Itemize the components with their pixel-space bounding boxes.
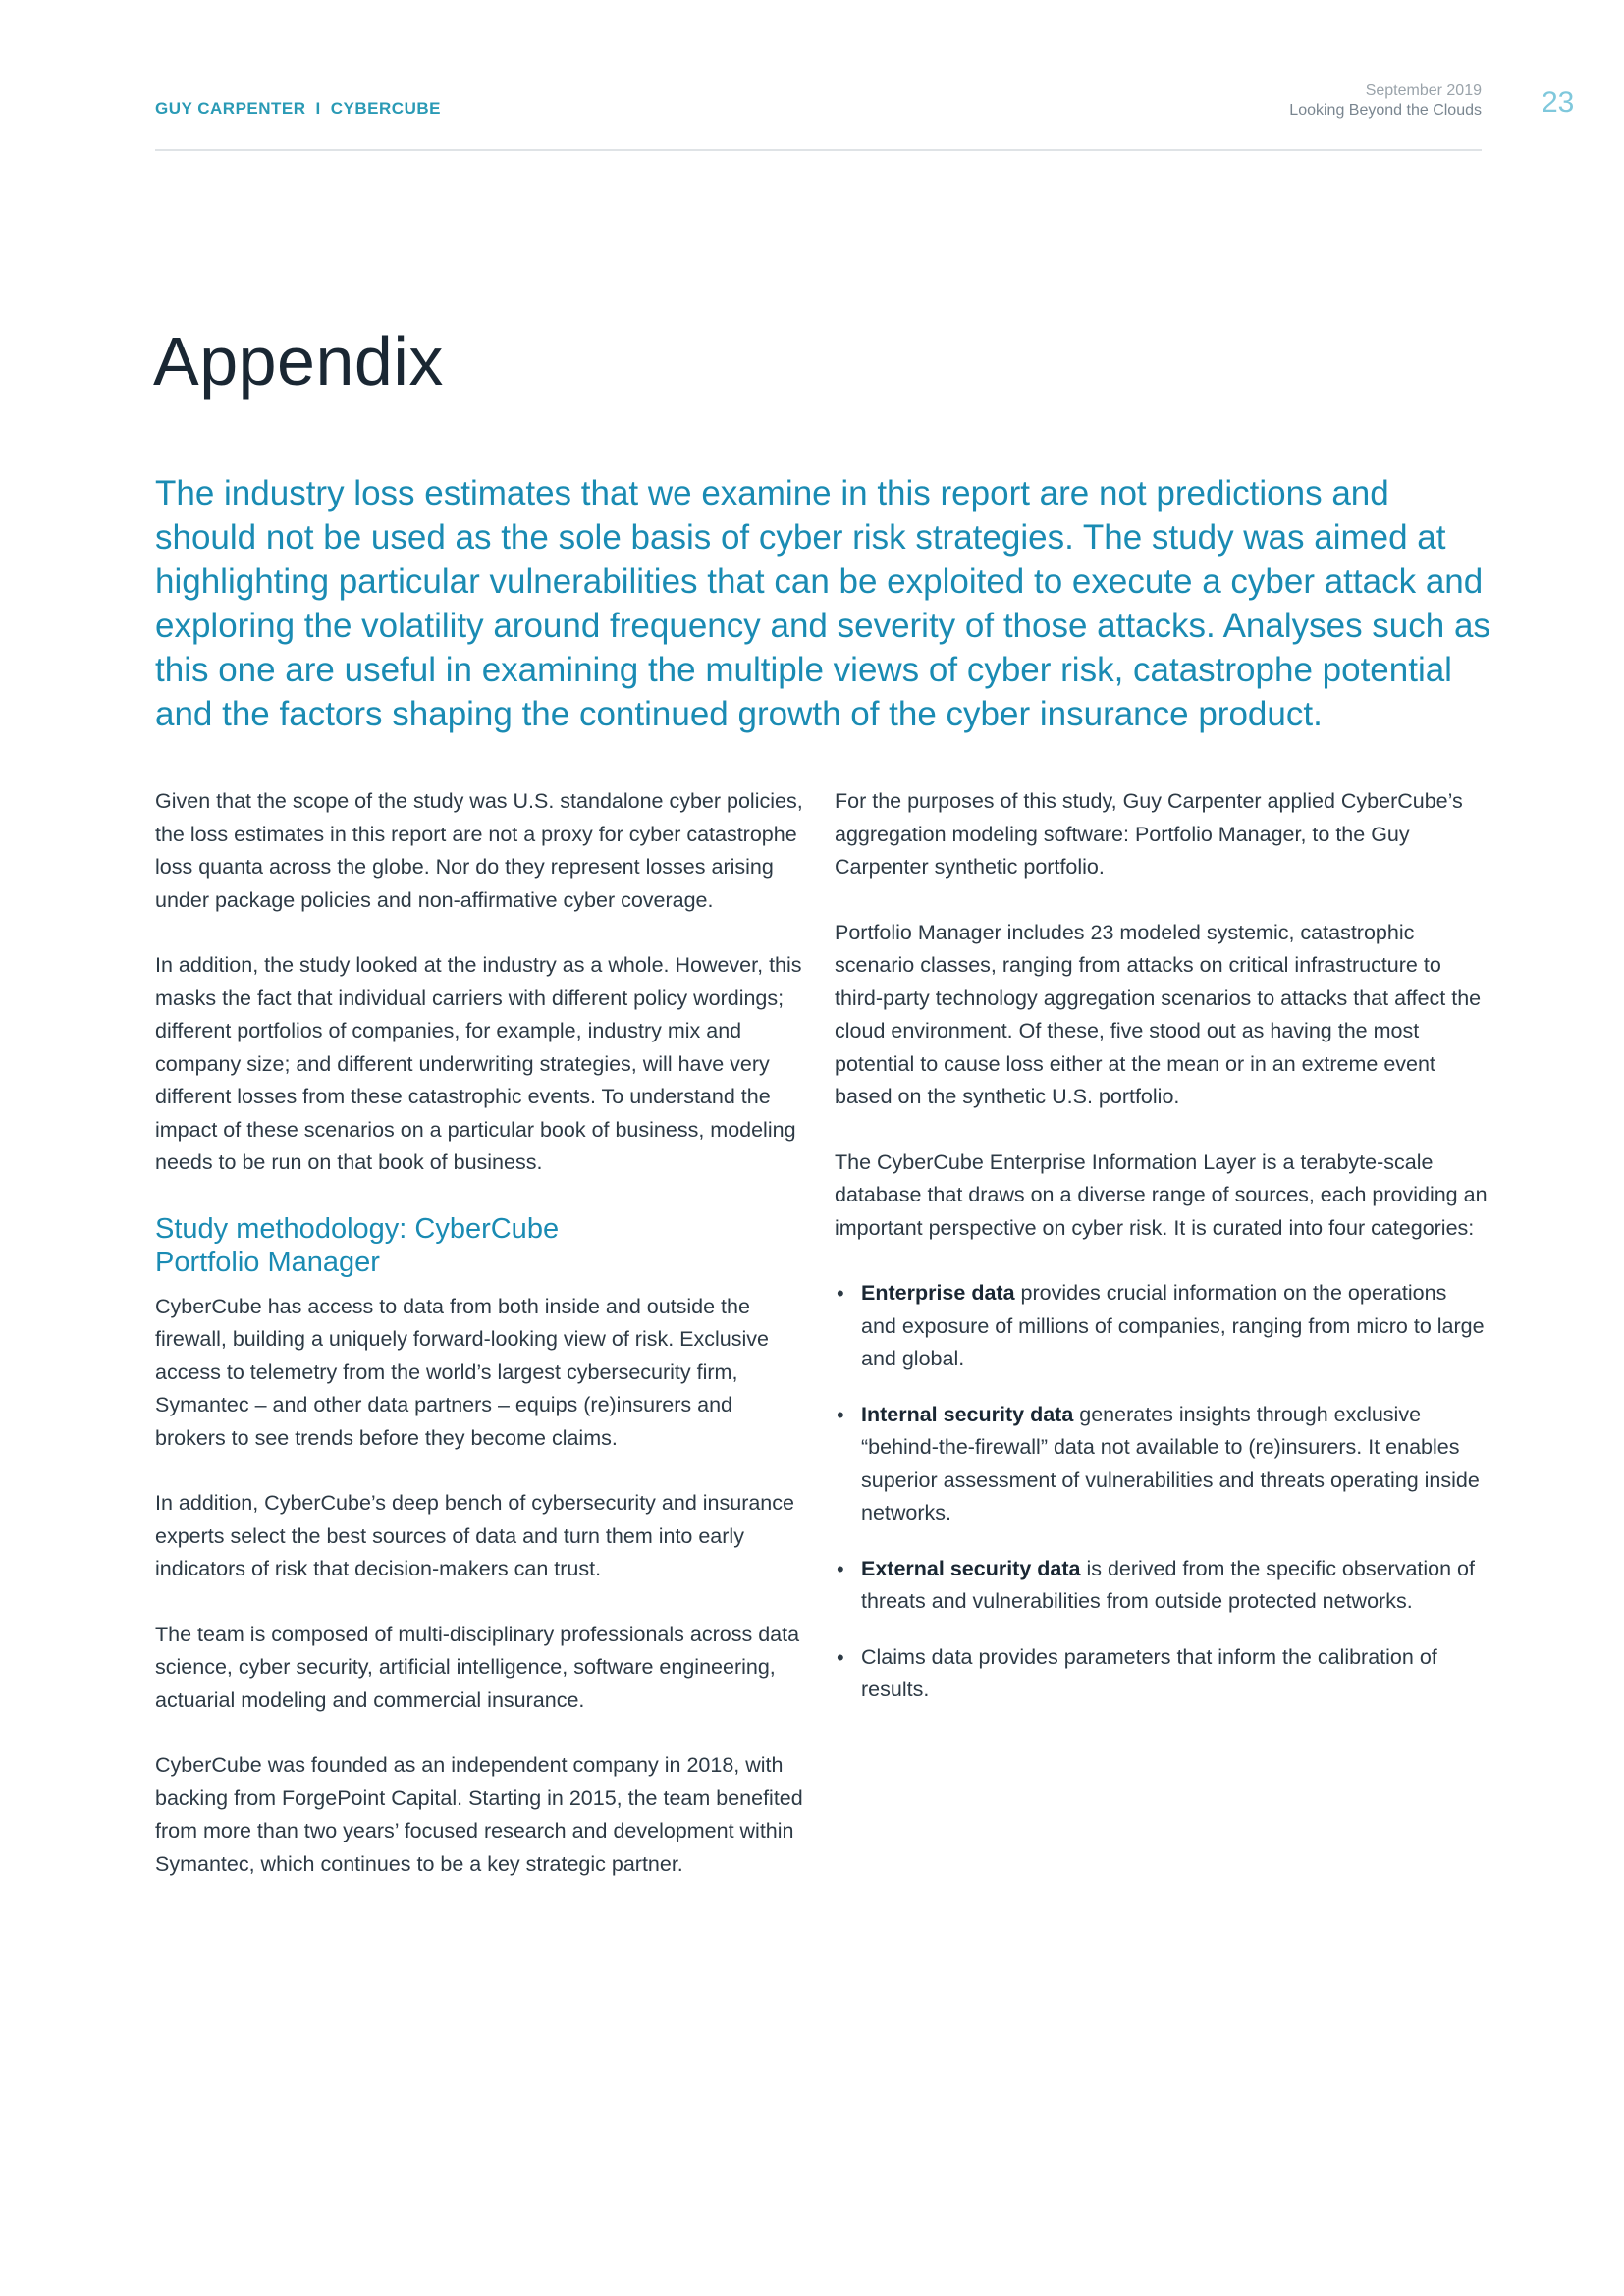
list-item-text: provides crucial information on the operations and exposure of millions of companies, ranging from micro to large and global. — [861, 1281, 1485, 1370]
body-paragraph: Portfolio Manager includes 23 modeled systemic, catastrophic scenario classes, ranging from attacks on critical infrastructure to third-party technology aggregation scenarios to attacks that affect the cloud environment. Of these, five stood out as having the most potential to cause loss either at the mean or in an extreme event based on the synthetic U.S. portfolio. — [835, 920, 1482, 1108]
page-number: 23 — [1542, 86, 1575, 119]
data-categories-list — [835, 1277, 1488, 1707]
page-title: Appendix — [153, 323, 444, 400]
report-title: Looking Beyond the Clouds — [1289, 102, 1482, 119]
brand-lockup — [155, 99, 441, 119]
bullet-icon: • — [837, 1556, 844, 1581]
list-item-text: generates insights through exclusive “behind-the-firewall” data not available to (re)insurers. It enables superior assessment of vulnerabilities and threats operating inside networks. — [861, 1402, 1480, 1524]
list-item-term: Internal security data — [861, 1402, 1074, 1426]
list-item-term: External security data — [861, 1556, 1081, 1580]
body-paragraph: CyberCube has access to data from both inside and outside the firewall, building a uniquely forward-looking view of risk. Exclusive access to telemetry from the world’s largest cybersecurity firm, Symantec – and other data partners – equips (re)insurers and brokers to see trends before they become claims. — [155, 1294, 769, 1450]
list-item-term: Enterprise data — [861, 1281, 1015, 1305]
body-paragraph: In addition, the study looked at the industry as a whole. However, this masks the fact that individual carriers with different policy wordings; different portfolios of companies, for example, industry mix and company size; and different underwriting strategies, will have very different losses from these catastrophic events. To understand the impact of these scenarios on a particular book of business, modeling needs to be run on that book of business. — [155, 953, 802, 1174]
list-item — [835, 1277, 1488, 1376]
report-meta — [1289, 81, 1482, 121]
brand-guy-carpenter: GUY CARPENTER — [155, 99, 306, 118]
body-paragraph: Given that the scope of the study was U.S. standalone cyber policies, the loss estimates in this report are not a proxy for cyber catastrophe loss quanta across the globe. Nor do they represent losses arising under package policies and non-affirmative cyber coverage. — [155, 789, 803, 912]
brand-separator: I — [315, 99, 321, 118]
list-item — [835, 1641, 1488, 1707]
report-date: September 2019 — [1365, 82, 1482, 99]
bullet-icon: • — [837, 1402, 844, 1427]
body-paragraph: The team is composed of multi-disciplinary professionals across data science, cyber security, artificial intelligence, software engineering, actuarial modeling and commercial insurance. — [155, 1622, 800, 1712]
list-item — [835, 1399, 1488, 1530]
body-paragraph: For the purposes of this study, Guy Carpenter applied CyberCube’s aggregation modeling software: Portfolio Manager, to the Guy Carpenter synthetic portfolio. — [835, 789, 1463, 879]
body-paragraph: In addition, CyberCube’s deep bench of cybersecurity and insurance experts select the best sources of data and turn them into early indicators of risk that decision-makers can trust. — [155, 1491, 794, 1580]
section-heading-line: Study methodology: CyberCube — [155, 1212, 560, 1245]
intro-paragraph: The industry loss estimates that we examine in this report are not predictions and should not be used as the sole basis of cyber risk strategies. The study was aimed at highlighting particular vulnerabilities that can be exploited to execute a cyber attack and exploring the volatility around frequency and severity of those attacks. Analyses such as this one are useful in examining the multiple views of cyber risk, catastrophe potential and the factors shaping the continued growth of the cyber insurance product. — [155, 474, 1490, 733]
section-heading-line: Portfolio Manager — [155, 1246, 380, 1278]
section-heading — [155, 1212, 808, 1279]
header-divider — [155, 149, 1482, 151]
list-item-text: Claims data provides parameters that inform the calibration of results. — [861, 1644, 1437, 1701]
right-column — [835, 785, 1488, 1730]
list-item — [835, 1553, 1488, 1619]
bullet-icon: • — [837, 1644, 844, 1670]
bullet-icon: • — [837, 1281, 844, 1306]
brand-cybercube: CYBERCUBE — [330, 99, 441, 118]
body-paragraph: The CyberCube Enterprise Information Layer is a terabyte-scale database that draws on a diverse range of sources, each providing an important perspective on cyber risk. It is curated into four categories: — [835, 1149, 1488, 1240]
list-item-text: is derived from the specific observation of threats and vulnerabilities from outside protected networks. — [861, 1556, 1475, 1613]
body-paragraph: CyberCube was founded as an independent company in 2018, with backing from ForgePoint Capital. Starting in 2015, the team benefited from more than two years’ focused research and development within Symantec, which continues to be a key strategic partner. — [155, 1753, 803, 1876]
left-column — [155, 785, 808, 1913]
